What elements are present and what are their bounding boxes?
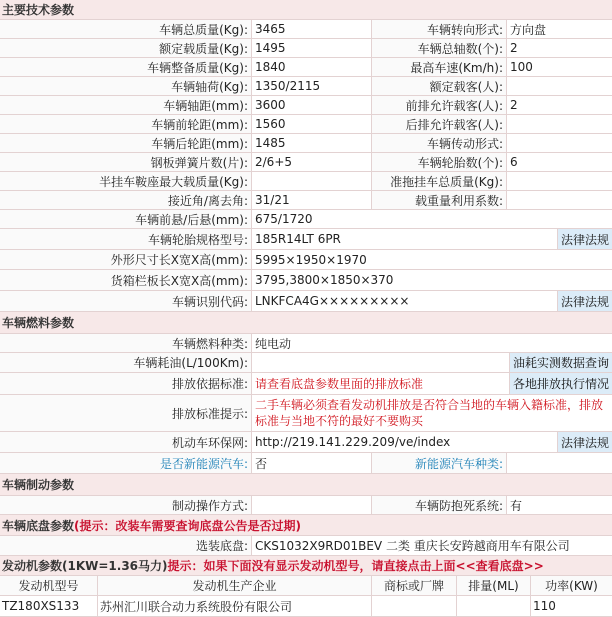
brake-row — [0, 496, 612, 515]
spec-label: 最高车速(Km/h): — [372, 58, 507, 76]
spec-value — [507, 172, 612, 190]
spec-label: 车辆总轴数(个): — [372, 39, 507, 57]
spec-row — [0, 153, 612, 172]
engine-model: TZ180XS133 — [0, 596, 98, 616]
spec-row — [0, 96, 612, 115]
emission-basis-label: 排放依据标准: — [0, 373, 252, 394]
emission-hint-label: 排放标准提示: — [0, 395, 252, 431]
abs-label: 车辆防抱死系统: — [372, 496, 507, 514]
emission-basis-value: 请查看底盘参数里面的排放标准 — [252, 373, 510, 394]
spec-row — [0, 39, 612, 58]
spec-label: 车辆总质量(Kg): — [0, 20, 252, 38]
spec-value: 2/6+5 — [252, 153, 372, 171]
section-header-brake — [0, 474, 612, 496]
spec-value — [507, 134, 612, 152]
abs-value: 有 — [507, 496, 612, 514]
new-energy-type-value — [507, 453, 612, 473]
fuel-consumption-row — [0, 353, 612, 373]
spec-value: 675/1720 — [252, 210, 612, 228]
spec-value: 100 — [507, 58, 612, 76]
spec-value: 1350/2115 — [252, 77, 372, 95]
spec-label: 额定载质量(Kg): — [0, 39, 252, 57]
spec-value: LNKFCA4G××××××××× — [252, 291, 558, 311]
spec-value: 1495 — [252, 39, 372, 57]
spec-label: 准拖挂车总质量(Kg): — [372, 172, 507, 190]
env-site-url[interactable]: http://219.141.229.209/ve/index — [252, 432, 558, 452]
spec-value: 3795,3800×1850×370 — [252, 270, 612, 290]
section-header-main — [0, 0, 612, 20]
spec-label: 前排允许载客(人): — [372, 96, 507, 114]
law-link[interactable]: 法律法规 — [558, 291, 612, 311]
spec-value: 方向盘 — [507, 20, 612, 38]
spec-value: 185R14LT 6PR — [252, 229, 558, 249]
spec-row-wide — [0, 270, 612, 291]
spec-value: 1840 — [252, 58, 372, 76]
engine-data-row — [0, 596, 612, 617]
section-title: 发动机参数(1KW=1.36马力) — [2, 559, 168, 573]
spec-label: 载重量利用系数: — [372, 191, 507, 209]
spec-value — [507, 115, 612, 133]
spec-label: 车辆轮胎规格型号: — [0, 229, 252, 249]
spec-row — [0, 134, 612, 153]
fuel-consumption-label: 车辆耗油(L/100Km): — [0, 353, 252, 372]
spec-value — [252, 172, 372, 190]
section-title: 车辆燃料参数 — [2, 316, 75, 330]
spec-row — [0, 115, 612, 134]
spec-label: 半挂车鞍座最大载质量(Kg): — [0, 172, 252, 190]
spec-label: 钢板弹簧片数(片): — [0, 153, 252, 171]
spec-label: 车辆整备质量(Kg): — [0, 58, 252, 76]
spec-value: 2 — [507, 39, 612, 57]
env-site-row — [0, 432, 612, 453]
spec-row — [0, 191, 612, 210]
engine-maker: 苏州汇川联合动力系统股份有限公司 — [98, 596, 372, 616]
emission-hint-row — [0, 395, 612, 432]
spec-value: 1485 — [252, 134, 372, 152]
spec-value — [507, 77, 612, 95]
law-link[interactable]: 法律法规 — [558, 229, 612, 249]
spec-label: 车辆轴距(mm): — [0, 96, 252, 114]
spec-label: 车辆前悬/后悬(mm): — [0, 210, 252, 228]
spec-row-wide — [0, 250, 612, 270]
spec-value: 5995×1950×1970 — [252, 250, 612, 269]
new-energy-row — [0, 453, 612, 474]
engine-header-row — [0, 576, 612, 596]
spec-row — [0, 172, 612, 191]
engine-col-model: 发动机型号 — [0, 576, 98, 595]
spec-row-wide — [0, 291, 612, 312]
emission-status-link[interactable]: 各地排放执行情况 — [510, 373, 612, 394]
law-link[interactable]: 法律法规 — [558, 432, 612, 452]
engine-col-brand: 商标或厂牌 — [372, 576, 457, 595]
new-energy-value: 否 — [252, 453, 372, 473]
spec-label: 车辆后轮距(mm): — [0, 134, 252, 152]
fuel-consumption-value — [252, 353, 510, 372]
spec-row — [0, 77, 612, 96]
spec-label: 额定载客(人): — [372, 77, 507, 95]
chassis-row — [0, 536, 612, 556]
spec-label: 接近角/离去角: — [0, 191, 252, 209]
engine-col-power: 功率(KW) — [531, 576, 612, 595]
spec-value — [507, 191, 612, 209]
chassis-hint: (提示：改装车需要查询底盘公告是否过期) — [74, 518, 301, 533]
fuel-type-label: 车辆燃料种类: — [0, 334, 252, 352]
fuel-type-row — [0, 334, 612, 353]
section-title: 车辆制动参数 — [2, 478, 75, 492]
spec-value: 1560 — [252, 115, 372, 133]
spec-value: 3465 — [252, 20, 372, 38]
section-title: 主要技术参数 — [2, 3, 75, 17]
engine-brand — [372, 596, 457, 616]
spec-label: 货箱栏板长X宽X高(mm): — [0, 270, 252, 290]
section-header-engine — [0, 556, 612, 576]
emission-basis-row — [0, 373, 612, 395]
fuel-type-value: 纯电动 — [252, 334, 612, 352]
section-title: 车辆底盘参数 — [2, 518, 75, 533]
spec-value: 2 — [507, 96, 612, 114]
spec-label: 车辆轴荷(Kg): — [0, 77, 252, 95]
spec-row — [0, 20, 612, 39]
section-header-chassis — [0, 515, 612, 536]
env-site-label: 机动车环保网: — [0, 432, 252, 452]
engine-power: 110 — [531, 596, 612, 616]
engine-hint[interactable]: 提示：如果下面没有显示发动机型号，请直接点击上面<<查看底盘>> — [167, 559, 544, 573]
engine-col-maker: 发动机生产企业 — [98, 576, 372, 595]
spec-value: 31/21 — [252, 191, 372, 209]
new-energy-type-label: 新能源汽车种类: — [372, 453, 507, 473]
section-header-fuel — [0, 312, 612, 334]
spec-label: 车辆前轮距(mm): — [0, 115, 252, 133]
spec-row-wide — [0, 229, 612, 250]
emission-hint-value: 二手车辆必须查看发动机排放是否符合当地的车辆入籍标准，排放标准与当地不符的最好不要购买 — [252, 395, 612, 431]
engine-col-displacement: 排量(ML) — [457, 576, 531, 595]
spec-label: 车辆轮胎数(个): — [372, 153, 507, 171]
spec-label: 外形尺寸长X宽X高(mm): — [0, 250, 252, 269]
spec-row-wide — [0, 210, 612, 229]
spec-label: 后排允许载客(人): — [372, 115, 507, 133]
chassis-label: 选装底盘: — [0, 536, 252, 555]
chassis-value[interactable]: CKS1032X9RD01BEV 二类 重庆长安跨越商用车有限公司 — [252, 536, 612, 555]
spec-value: 3600 — [252, 96, 372, 114]
spec-label: 车辆转向形式: — [372, 20, 507, 38]
brake-op-value — [252, 496, 372, 514]
spec-value: 6 — [507, 153, 612, 171]
engine-displacement — [457, 596, 531, 616]
spec-label: 车辆识别代码: — [0, 291, 252, 311]
fuel-consumption-query-link[interactable]: 油耗实测数据查询 — [510, 353, 612, 372]
brake-op-label: 制动操作方式: — [0, 496, 252, 514]
spec-row — [0, 58, 612, 77]
new-energy-label: 是否新能源汽车: — [0, 453, 252, 473]
spec-label: 车辆传动形式: — [372, 134, 507, 152]
